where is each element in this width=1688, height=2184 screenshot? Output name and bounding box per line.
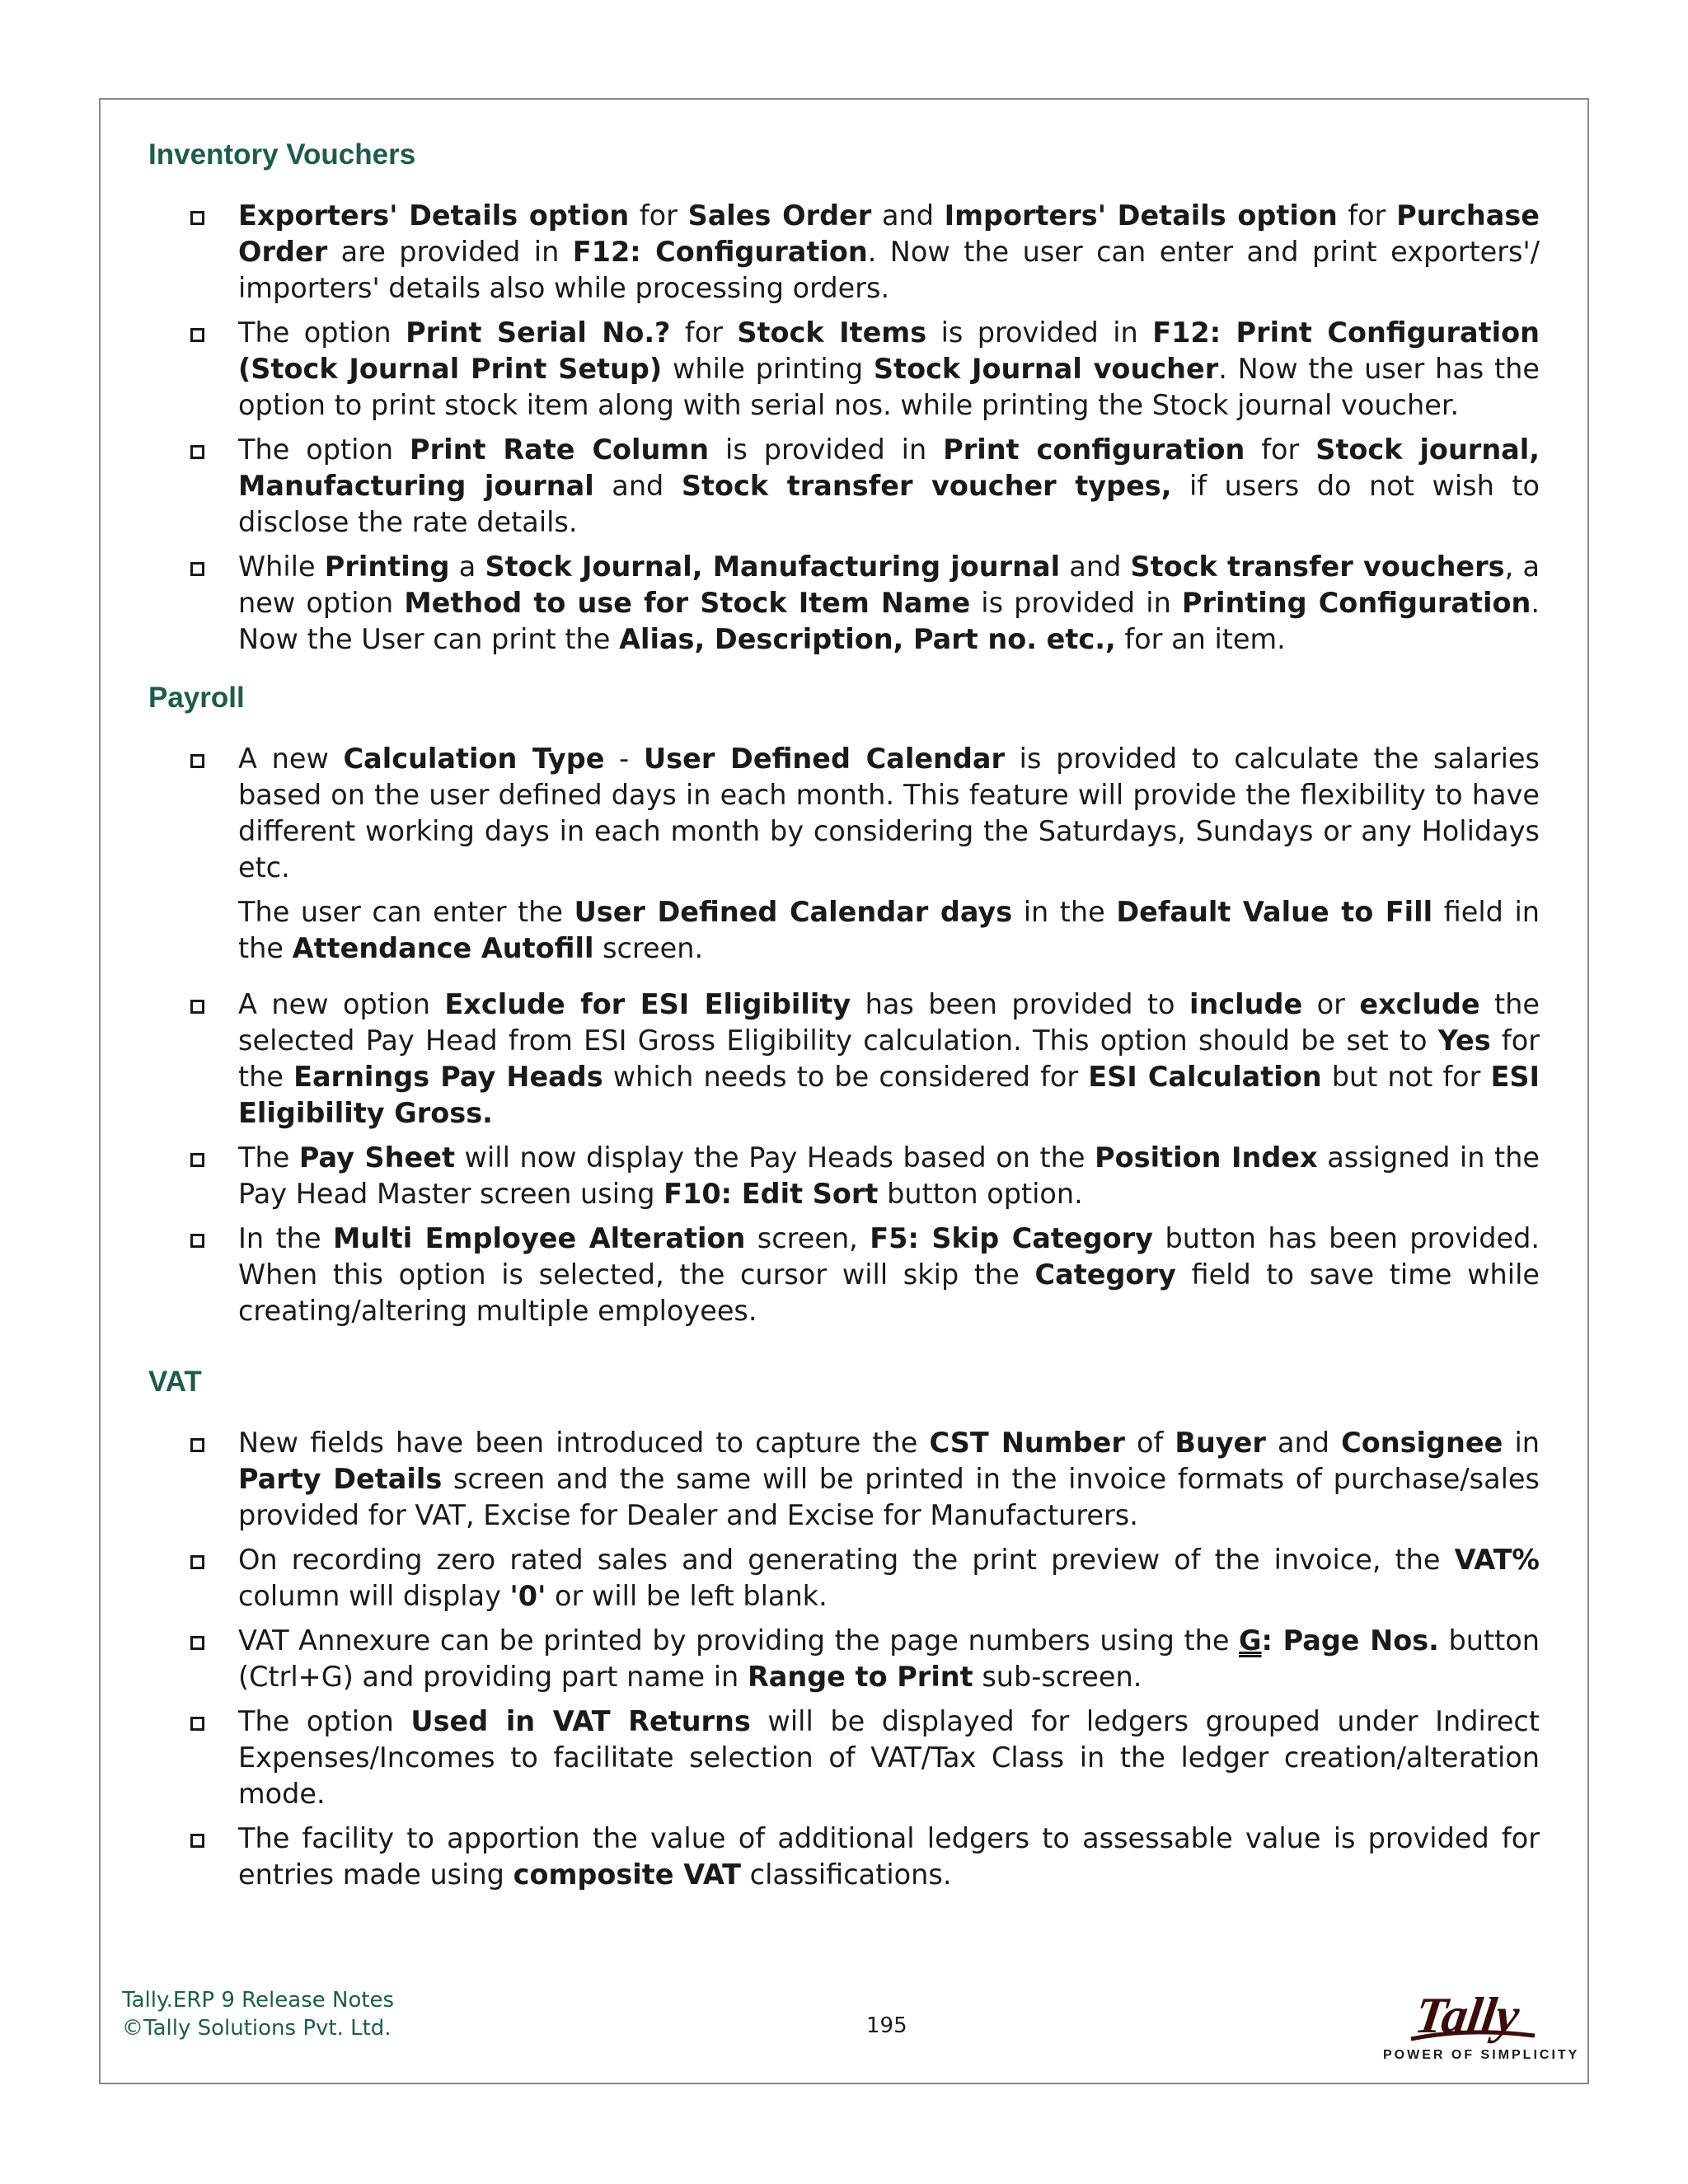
list-item	[148, 1425, 1540, 1534]
text-run: . Now the user has the option to print stock item along with serial nos. while printing the Stock journal voucher.	[238, 353, 1540, 421]
footer-doc-title: Tally.ERP 9 Release Notes	[122, 1988, 395, 2013]
text-run: field in the	[238, 896, 1540, 964]
bold-term: Print Serial No.?	[406, 316, 671, 349]
text-run: will now display the Pay Heads based on the	[454, 1141, 1095, 1174]
section	[148, 138, 1540, 666]
square-bullet-icon	[190, 754, 204, 768]
square-bullet-icon	[190, 1717, 204, 1731]
bold-term: composite VAT	[513, 1858, 742, 1891]
bold-term: include	[1189, 988, 1303, 1020]
bold-term: Yes	[1437, 1024, 1491, 1057]
text-run: for	[670, 316, 738, 349]
bold-term: Exclude for ESI Eligibility	[444, 988, 851, 1020]
square-bullet-icon	[190, 1636, 204, 1650]
text-run: -	[604, 743, 644, 775]
bullet-list	[148, 1425, 1540, 1893]
text-run: will be displayed for ledgers grouped under Indirect Expenses/Incomes to facilitate selection of VAT/Tax Class in the ledger creation/alteration mode.	[238, 1705, 1540, 1810]
text-run: screen and the same will be printed in the invoice formats of purchase/sales provided for VAT, Excise for Dealer and Excise for Manufacturers.	[238, 1463, 1540, 1531]
bold-term: Sales Order	[687, 199, 872, 232]
list-item	[148, 987, 1540, 1132]
list-item	[148, 315, 1540, 424]
text-run: of	[1124, 1427, 1175, 1459]
text-run: The facility to apportion the value of additional ledgers to assessable value is provided for entries made using	[238, 1822, 1540, 1891]
list-item	[148, 1623, 1540, 1695]
text-run: in the	[1012, 896, 1117, 928]
sub-paragraph	[238, 894, 1540, 967]
bold-term: Stock journal, Manufacturing journal	[238, 434, 1540, 502]
text-run: classifications.	[741, 1858, 952, 1891]
list-item	[148, 549, 1540, 658]
bold-term: exclude	[1359, 988, 1480, 1020]
bold-term: Used in VAT Returns	[410, 1705, 751, 1737]
bold-term: : Page Nos.	[1261, 1624, 1439, 1657]
text-run: if users do not wish to disclose the rate details.	[238, 470, 1540, 538]
square-bullet-icon	[190, 562, 204, 576]
text-run: A new option	[238, 988, 445, 1020]
text-run: for	[1245, 434, 1316, 466]
bold-term: VAT%	[1454, 1544, 1540, 1576]
list-item	[148, 1221, 1540, 1329]
text-run: and	[1060, 551, 1131, 583]
bold-term: Stock Journal voucher	[873, 353, 1219, 385]
bold-term: Earnings Pay Heads	[293, 1061, 603, 1093]
bold-term: Pay Sheet	[298, 1141, 455, 1174]
bold-term: Stock transfer voucher types,	[681, 470, 1172, 502]
text-run: but not for	[1321, 1061, 1491, 1093]
text-run: has been provided to	[851, 988, 1189, 1020]
list-item	[148, 1704, 1540, 1812]
square-bullet-icon	[190, 1438, 204, 1452]
text-run: and	[1265, 1427, 1342, 1459]
text-run: is provided in	[926, 316, 1153, 349]
bold-term: Printing	[324, 551, 450, 583]
bold-term: Printing Configuration	[1181, 587, 1531, 619]
bold-term: Stock transfer vouchers	[1130, 551, 1505, 583]
text-run: screen.	[593, 932, 704, 964]
text-run: for the	[238, 1024, 1540, 1093]
text-run: VAT Annexure can be printed by providing the page numbers using the	[238, 1624, 1240, 1657]
text-run: , a new option	[238, 551, 1540, 619]
square-bullet-icon	[190, 1234, 204, 1248]
bold-term: Importers' Details option	[944, 199, 1338, 232]
text-run: is provided to calculate the salaries based on the user defined days in each month. This feature will provide the flexibility to have different working days in each month by considering the Saturdays, Sundays or any Holidays etc.	[238, 743, 1540, 883]
shortcut-key: G	[1239, 1624, 1262, 1657]
bold-term: CST Number	[929, 1427, 1125, 1459]
bold-term: F5: Skip Category	[870, 1222, 1153, 1254]
text-run: A new	[238, 743, 344, 775]
text-run: in	[1503, 1427, 1540, 1459]
text-run: is provided in	[970, 587, 1182, 619]
text-run: button (Ctrl+G) and providing part name in	[238, 1624, 1540, 1693]
bold-term: Method to use for Stock Item Name	[404, 587, 971, 619]
bold-term: Exporters' Details option	[238, 199, 630, 232]
text-run: screen,	[745, 1222, 870, 1254]
bold-term: F12: Print Configuration (Stock Journal Print Setup)	[238, 316, 1540, 385]
bold-term: Stock Items	[737, 316, 927, 349]
text-run: is provided in	[709, 434, 944, 466]
bold-term: F10: Edit Sort	[663, 1178, 879, 1210]
section-heading: Inventory Vouchers	[148, 138, 416, 171]
bullet-list	[148, 741, 1540, 1329]
bold-term: ESI Calculation	[1088, 1061, 1322, 1093]
bold-term: Print configuration	[943, 434, 1245, 466]
square-bullet-icon	[190, 211, 204, 225]
section-heading: VAT	[148, 1366, 202, 1398]
square-bullet-icon	[190, 1153, 204, 1167]
bold-term: User Defined Calendar	[643, 743, 1005, 775]
text-run: the selected Pay Head from ESI Gross Eligibility calculation. This option should be set to	[238, 988, 1540, 1057]
text-run: or will be left blank.	[546, 1580, 828, 1612]
text-run: assigned in the Pay Head Master screen using	[238, 1141, 1540, 1210]
text-run: . Now the User can print the	[238, 587, 1540, 655]
square-bullet-icon	[190, 1555, 204, 1569]
text-run: and	[593, 470, 682, 502]
text-run: for	[629, 199, 688, 232]
bold-term: Buyer	[1175, 1427, 1266, 1459]
bold-term: Alias, Description, Part no. etc.,	[619, 623, 1116, 655]
tally-logo-wordmark: Tally	[1411, 1987, 1523, 2044]
square-bullet-icon	[190, 445, 204, 459]
text-run: for	[1337, 199, 1397, 232]
bold-term: Stock Journal, Manufacturing journal	[485, 551, 1061, 583]
text-run: are provided in	[327, 236, 573, 268]
list-item	[148, 1140, 1540, 1212]
bold-term: Default Value to Fill	[1116, 896, 1433, 928]
text-run: . Now the user can enter and print exporters'/ importers' details also while processing orders.	[238, 236, 1540, 304]
list-item	[148, 198, 1540, 307]
bold-term: Range to Print	[747, 1661, 973, 1693]
text-run: The option	[238, 434, 410, 466]
text-run: button option.	[878, 1178, 1083, 1210]
bold-term: F12: Configuration	[572, 236, 868, 268]
bold-term: Calculation Type	[343, 743, 605, 775]
bold-term: Attendance Autofill	[292, 932, 594, 964]
page-number: 195	[866, 2013, 907, 2038]
footer-copyright: ©Tally Solutions Pvt. Ltd.	[122, 2016, 392, 2041]
text-run: The user can enter the	[238, 896, 574, 928]
bold-term: User Defined Calendar days	[574, 896, 1013, 928]
text-run: In the	[238, 1222, 334, 1254]
list-item	[148, 1542, 1540, 1615]
section-heading: Payroll	[148, 682, 245, 714]
section	[148, 1366, 1540, 1901]
section	[148, 682, 1540, 1338]
text-run: The option	[238, 316, 406, 349]
text-run: New fields have been introduced to capture the	[238, 1427, 930, 1459]
footer-left	[122, 1986, 394, 2042]
bold-term: Consignee	[1341, 1427, 1503, 1459]
bold-term: '0'	[509, 1580, 546, 1612]
text-run: button has been provided. When this option is selected, the cursor will skip the	[238, 1222, 1540, 1291]
text-run: sub-screen.	[973, 1661, 1142, 1693]
logo-tagline: POWER OF SIMPLICITY	[1383, 2048, 1580, 2062]
text-run: for an item.	[1115, 623, 1286, 655]
bullet-list	[148, 198, 1540, 658]
list-item	[148, 741, 1540, 967]
text-run: a	[449, 551, 485, 583]
text-run: column will display	[238, 1580, 510, 1612]
bold-term: Position Index	[1095, 1141, 1318, 1174]
text-run: or	[1302, 988, 1360, 1020]
bold-term: Multi Employee Alteration	[333, 1222, 746, 1254]
list-item	[148, 1821, 1540, 1893]
bold-term: Print Rate Column	[410, 434, 710, 466]
text-run: The	[238, 1141, 299, 1174]
text-run: On recording zero rated sales and generating the print preview of the invoice, the	[238, 1544, 1455, 1576]
square-bullet-icon	[190, 1834, 204, 1848]
bold-term: Party Details	[238, 1463, 443, 1495]
text-run: while printing	[662, 353, 874, 385]
bold-term: Purchase Order	[238, 199, 1540, 268]
list-item	[148, 432, 1540, 541]
square-bullet-icon	[190, 328, 204, 342]
text-run: The option	[238, 1705, 411, 1737]
text-run: and	[871, 199, 945, 232]
text-run: While	[238, 551, 325, 583]
bold-term: ESI Eligibility Gross.	[238, 1061, 1540, 1129]
bold-term: Category	[1034, 1258, 1176, 1291]
square-bullet-icon	[190, 1000, 204, 1014]
text-run: field to save time while creating/altering multiple employees.	[238, 1258, 1540, 1327]
text-run: which needs to be considered for	[603, 1061, 1089, 1093]
